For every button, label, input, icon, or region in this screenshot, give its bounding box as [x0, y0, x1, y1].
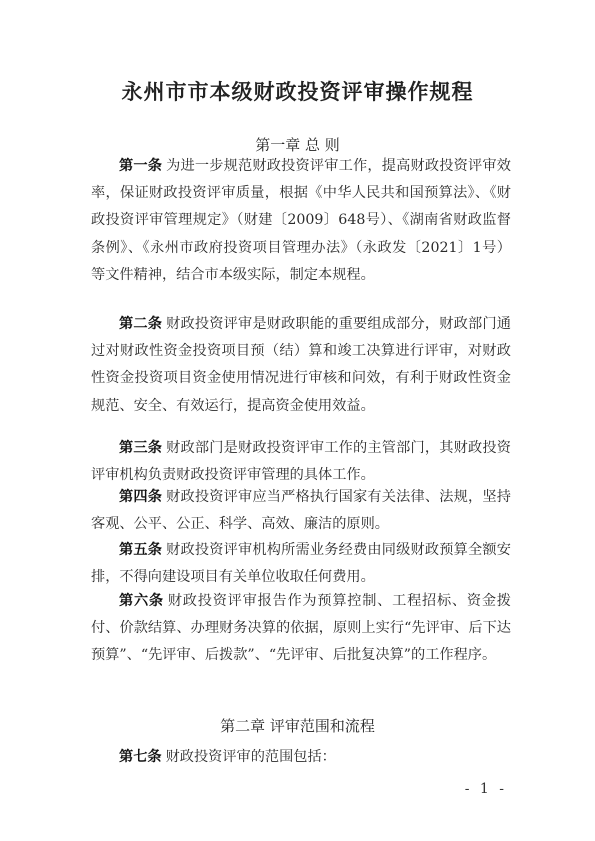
article-7: [91, 744, 511, 771]
article-label: 第二条: [119, 316, 163, 332]
article-text: 财政投资评审报告作为预算控制、工程招标、资金拨付、价款结算、办理财务决算的依据，原则上实行“先评审、后下达预算”、“先评审、后拨款”、“先评审、后批复决算”的工作程序。: [91, 593, 511, 664]
article-text: 财政投资评审的范围包括：: [165, 749, 336, 765]
page-number: - 1 -: [464, 781, 507, 797]
article-text: 财政部门是财政投资评审工作的主管部门，其财政投资评审机构负责财政投资评审管理的具体工作。: [91, 440, 511, 484]
article-3: [91, 435, 511, 489]
article-2: [91, 311, 511, 420]
document-title: 永州市市本级财政投资评审操作规程: [121, 79, 474, 104]
article-label: 第三条: [119, 440, 163, 456]
article-5: [91, 537, 511, 591]
article-label: 第七条: [119, 749, 162, 765]
article-text: 财政投资评审机构所需业务经费由同级财政预算全额安排，不得向建设项目有关单位收取任何费用。: [91, 542, 511, 586]
article-1: [91, 153, 511, 289]
article-text: 财政投资评审应当严格执行国家有关法律、法规，坚持客观、公平、公正、科学、高效、廉洁的原则。: [91, 489, 511, 533]
article-6: [91, 588, 511, 670]
article-text: 财政投资评审是财政职能的重要组成部分，财政部门通过对财政性资金投资项目预（结）算和竣工决算进行评审，对财政性资金投资项目资金使用情况进行审核和问效，有利于财政性资金规范、安全、有效运行，提高资金使用效益。: [91, 316, 511, 414]
chapter-2-heading: 第二章 评审范围和流程: [220, 717, 375, 735]
article-label: 第五条: [119, 542, 163, 558]
article-label: 第六条: [119, 593, 164, 609]
article-4: [91, 484, 511, 538]
article-label: 第四条: [119, 489, 163, 505]
article-label: 第一条: [119, 158, 163, 174]
article-text: 为进一步规范财政投资评审工作，提高财政投资评审效率，保证财政投资评审质量，根据《中华人民共和国预算法》、《财政投资评审管理规定》（财建〔2009〕648号）、《湖南省财政监督条例》、《永州市政府投资项目管理办法》（永政发〔2021〕1号）等文件精神，结合市本级实际，制定本规程。: [91, 158, 511, 283]
chapter-1-heading: 第一章 总 则: [255, 136, 340, 154]
